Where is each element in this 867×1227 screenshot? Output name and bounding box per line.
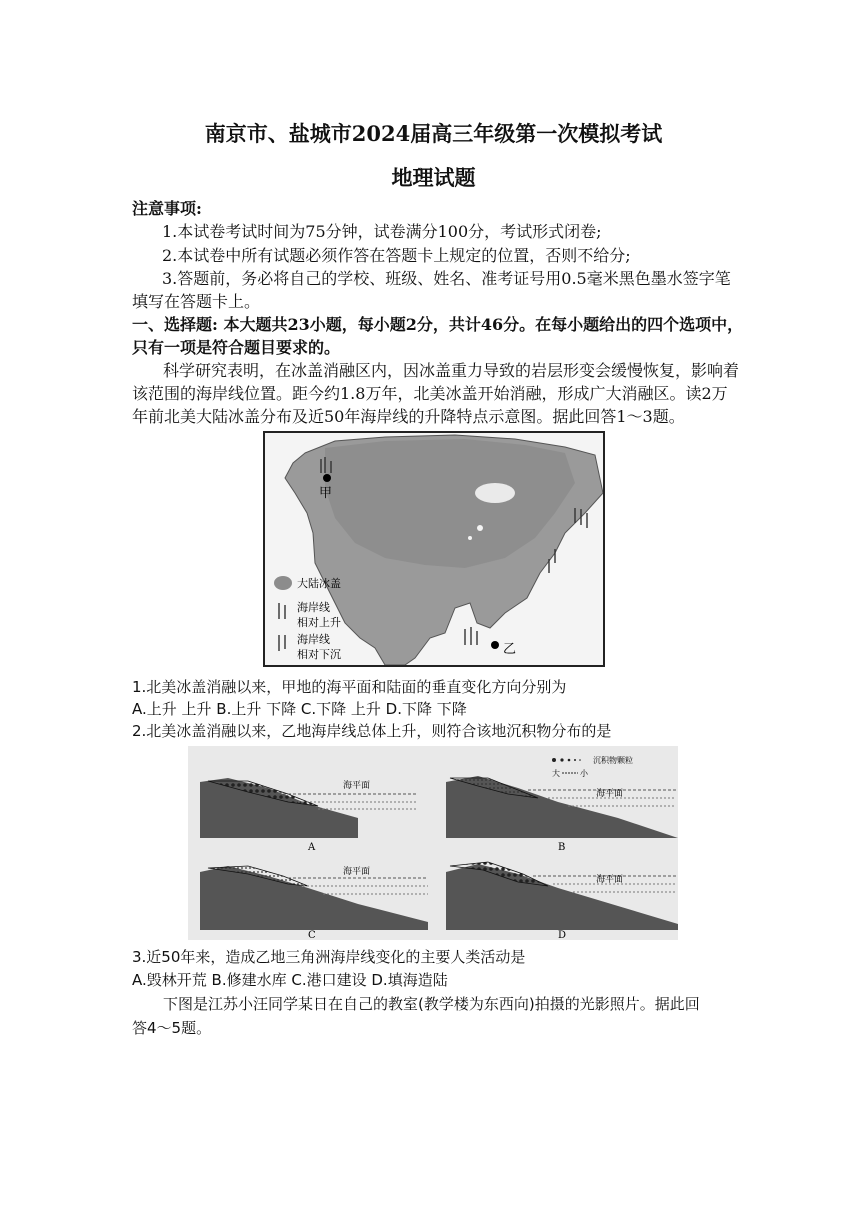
panel-b-sea-level: 海平面 bbox=[596, 789, 624, 799]
q1-options: A.上升 上升 B.上升 下降 C.下降 上升 D.下降 下降 bbox=[132, 700, 467, 718]
passage1-line1: 科学研究表明，在冰盖消融区内，因冰盖重力导致的岩层形变会缓慢恢复，影响着 bbox=[163, 361, 740, 380]
grain-big-label: 大 bbox=[552, 769, 560, 778]
q2-stem: 2.北美冰盖消融以来，乙地海岸线总体上升，则符合该地沉积物分布的是 bbox=[132, 722, 612, 740]
panel-b-label: B bbox=[558, 842, 566, 853]
panel-c bbox=[200, 865, 428, 940]
legend-rise-label-1: 海岸线 bbox=[297, 601, 330, 614]
panel-a-sea-level: 海平面 bbox=[343, 781, 371, 791]
passage2-line2: 答4～5题。 bbox=[132, 1019, 212, 1037]
point-yi-label: 乙 bbox=[503, 642, 517, 657]
sediment-figure bbox=[188, 746, 678, 940]
passage2-line1: 下图是江苏小汪同学某日在自己的教室(教学楼为东西向)拍摄的光影照片。据此回 bbox=[163, 995, 700, 1013]
notice-item-3: 3.答题前，务必将自己的学校、班级、姓名、准考证号用0.5毫米黑色墨水签字笔 bbox=[162, 269, 731, 288]
section-heading-line2: 只有一项是符合题目要求的。 bbox=[132, 338, 341, 357]
legend-ice-label: 大陆冰盖 bbox=[297, 577, 341, 590]
panel-a-label: A bbox=[308, 842, 316, 853]
panel-b bbox=[446, 755, 678, 853]
notice-heading: 注意事项: bbox=[132, 199, 202, 218]
panel-a bbox=[200, 778, 418, 853]
panel-c-label: C bbox=[308, 930, 316, 940]
notice-item-2: 2.本试卷中所有试题必须作答在答题卡上规定的位置，否则不给分; bbox=[162, 246, 631, 265]
legend-sink-label-1: 海岸线 bbox=[297, 633, 330, 646]
q1-stem: 1.北美冰盖消融以来，甲地的海平面和陆面的垂直变化方向分别为 bbox=[132, 678, 567, 696]
point-jia-label: 甲 bbox=[319, 486, 333, 501]
section-heading-line1: 一、选择题: 本大题共23小题，每小题2分，共计46分。在每小题给出的四个选项中， bbox=[132, 315, 744, 334]
page-title: 南京市、盐城市2024届高三年级第一次模拟考试 bbox=[204, 121, 663, 146]
notice-item-1: 1.本试卷考试时间为75分钟，试卷满分100分，考试形式闭卷; bbox=[162, 222, 602, 241]
panel-d bbox=[446, 862, 678, 940]
legend-rise-label-2: 相对上升 bbox=[297, 616, 341, 629]
page-subtitle: 地理试题 bbox=[391, 165, 476, 190]
panel-d-sea-level: 海平面 bbox=[596, 875, 624, 885]
passage1-line2: 该范围的海岸线位置。距今约1.8万年，北美冰盖开始消融，形成广大消融区。读2万 bbox=[132, 384, 728, 403]
passage1-line3: 年前北美大陆冰盖分布及近50年海岸线的升降特点示意图。据此回答1～3题。 bbox=[132, 407, 685, 426]
grain-small-label: 小 bbox=[580, 769, 588, 778]
panel-d-label: D bbox=[558, 930, 567, 940]
q3-stem: 3.近50年来，造成乙地三角洲海岸线变化的主要人类活动是 bbox=[132, 948, 526, 966]
q3-options: A.毁林开荒 B.修建水库 C.港口建设 D.填海造陆 bbox=[132, 971, 448, 989]
north-america-map-figure bbox=[263, 431, 605, 667]
legend-sink-label-2: 相对下沉 bbox=[297, 648, 341, 661]
north-america-map bbox=[265, 433, 603, 665]
panel-c-sea-level: 海平面 bbox=[343, 867, 371, 877]
grain-legend-label: 沉积物颗粒 bbox=[593, 756, 633, 765]
sediment-diagrams bbox=[188, 746, 678, 940]
notice-item-3-cont: 填写在答题卡上。 bbox=[132, 292, 261, 311]
